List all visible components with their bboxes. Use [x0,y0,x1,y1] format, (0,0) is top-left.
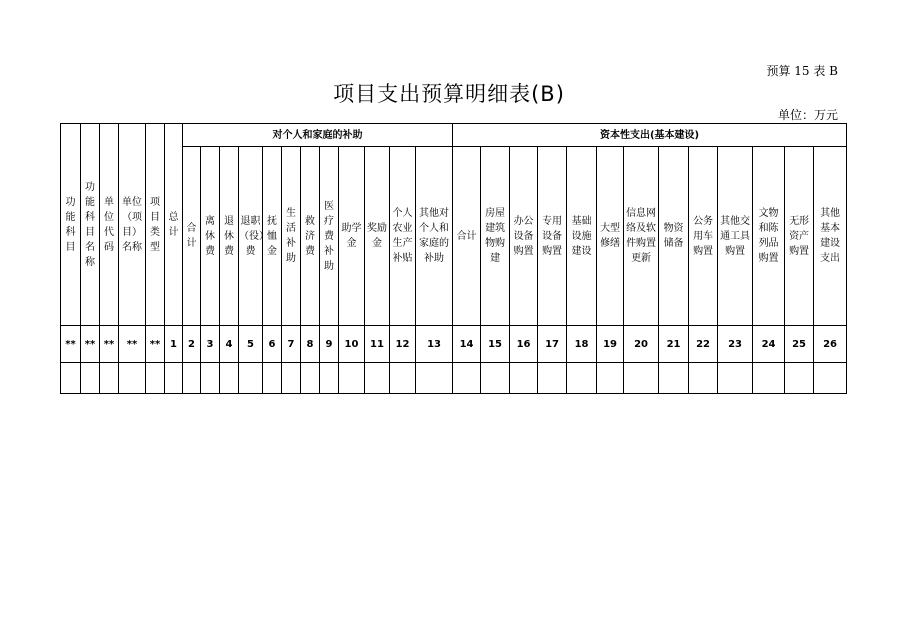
col-other-construction: 其他基本建设支出 [814,147,847,326]
unit-label: 单位：万元 [777,108,838,122]
empty-cell [61,363,81,394]
column-number: 5 [239,326,263,363]
col-relief: 救济费 [301,147,320,326]
empty-cell [510,363,538,394]
column-number: 21 [659,326,689,363]
code-cell: ** [146,326,165,363]
page-code: 预算 15 表 B [766,64,838,78]
empty-cell [146,363,165,394]
empty-cell [183,363,201,394]
group-capital-expenditure: 资本性支出(基本建设) [453,124,847,147]
budget-table [60,123,847,394]
column-number: 25 [785,326,814,363]
col-pension: 抚恤金 [263,147,282,326]
empty-cell [263,363,282,394]
column-number: 10 [339,326,365,363]
empty-cell [239,363,263,394]
column-number: 11 [365,326,390,363]
column-number: 26 [814,326,847,363]
empty-cell [365,363,390,394]
col-cultural-relics: 文物和陈列品购置 [753,147,785,326]
header-total: 总计 [165,124,183,326]
column-number: 9 [320,326,339,363]
column-number: 12 [390,326,416,363]
col-reward: 奖励金 [365,147,390,326]
col-major-repair: 大型修缮 [597,147,624,326]
col-office-equipment: 办公设备购置 [510,147,538,326]
col-retirement-leave: 离休费 [201,147,220,326]
empty-cell [814,363,847,394]
empty-cell [301,363,320,394]
column-number: 8 [301,326,320,363]
col-medical-subsidy: 医疗费补助 [320,147,339,326]
column-number: 23 [718,326,753,363]
empty-cell [689,363,718,394]
empty-cell [753,363,785,394]
column-number: 20 [624,326,659,363]
col-living-allowance: 生活补助 [282,147,301,326]
col-special-equipment: 专用设备购置 [538,147,567,326]
empty-cell [785,363,814,394]
empty-cell [390,363,416,394]
column-number: 24 [753,326,785,363]
column-number: 16 [510,326,538,363]
column-number: 6 [263,326,282,363]
column-number: 15 [481,326,510,363]
col-infrastructure: 基础设施建设 [567,147,597,326]
col-other-personal: 其他对个人和家庭的补助 [416,147,453,326]
col-stipend: 助学金 [339,147,365,326]
column-number: 4 [220,326,239,363]
empty-cell [320,363,339,394]
code-cell: ** [81,326,100,363]
empty-cell [624,363,659,394]
code-row [61,326,847,363]
column-number: 19 [597,326,624,363]
col-other-transport: 其他交通工具购置 [718,147,753,326]
col-building: 房屋建筑物购建 [481,147,510,326]
col-resignation: 退职（役）费 [239,147,263,326]
empty-cell [119,363,146,394]
header-func-subject: 功能科目 [61,124,81,326]
page-title: 项目支出预算明细表(B) [333,82,565,106]
empty-cell [100,363,119,394]
empty-cell [567,363,597,394]
empty-data-row [61,363,847,394]
header-project-type: 项目类型 [146,124,165,326]
empty-cell [201,363,220,394]
col-capital-subtotal: 合计 [453,147,481,326]
column-number: 1 [165,326,183,363]
header-func-subject-name: 功能科目名称 [81,124,100,326]
col-personal-subtotal: 合计 [183,147,201,326]
empty-cell [81,363,100,394]
code-cell: ** [119,326,146,363]
empty-cell [538,363,567,394]
col-farming-subsidy: 个人农业生产补贴 [390,147,416,326]
empty-cell [165,363,183,394]
empty-cell [416,363,453,394]
col-it-software: 信息网络及软件购置更新 [624,147,659,326]
empty-cell [597,363,624,394]
col-official-vehicle: 公务用车购置 [689,147,718,326]
header-row-group [61,124,847,147]
column-number: 18 [567,326,597,363]
group-personal-subsidy: 对个人和家庭的补助 [183,124,453,147]
header-unit-project-name: 单位（项目）名称 [119,124,146,326]
column-number: 17 [538,326,567,363]
col-retirement: 退休费 [220,147,239,326]
column-number: 22 [689,326,718,363]
column-number: 7 [282,326,301,363]
col-intangible-assets: 无形资产购置 [785,147,814,326]
column-number: 14 [453,326,481,363]
column-number: 3 [201,326,220,363]
empty-cell [220,363,239,394]
code-cell: ** [61,326,81,363]
empty-cell [339,363,365,394]
column-number: 13 [416,326,453,363]
empty-cell [282,363,301,394]
empty-cell [481,363,510,394]
empty-cell [718,363,753,394]
header-unit-code: 单位代码 [100,124,119,326]
col-material-reserve: 物资储备 [659,147,689,326]
column-number: 2 [183,326,201,363]
empty-cell [659,363,689,394]
empty-cell [453,363,481,394]
code-cell: ** [100,326,119,363]
